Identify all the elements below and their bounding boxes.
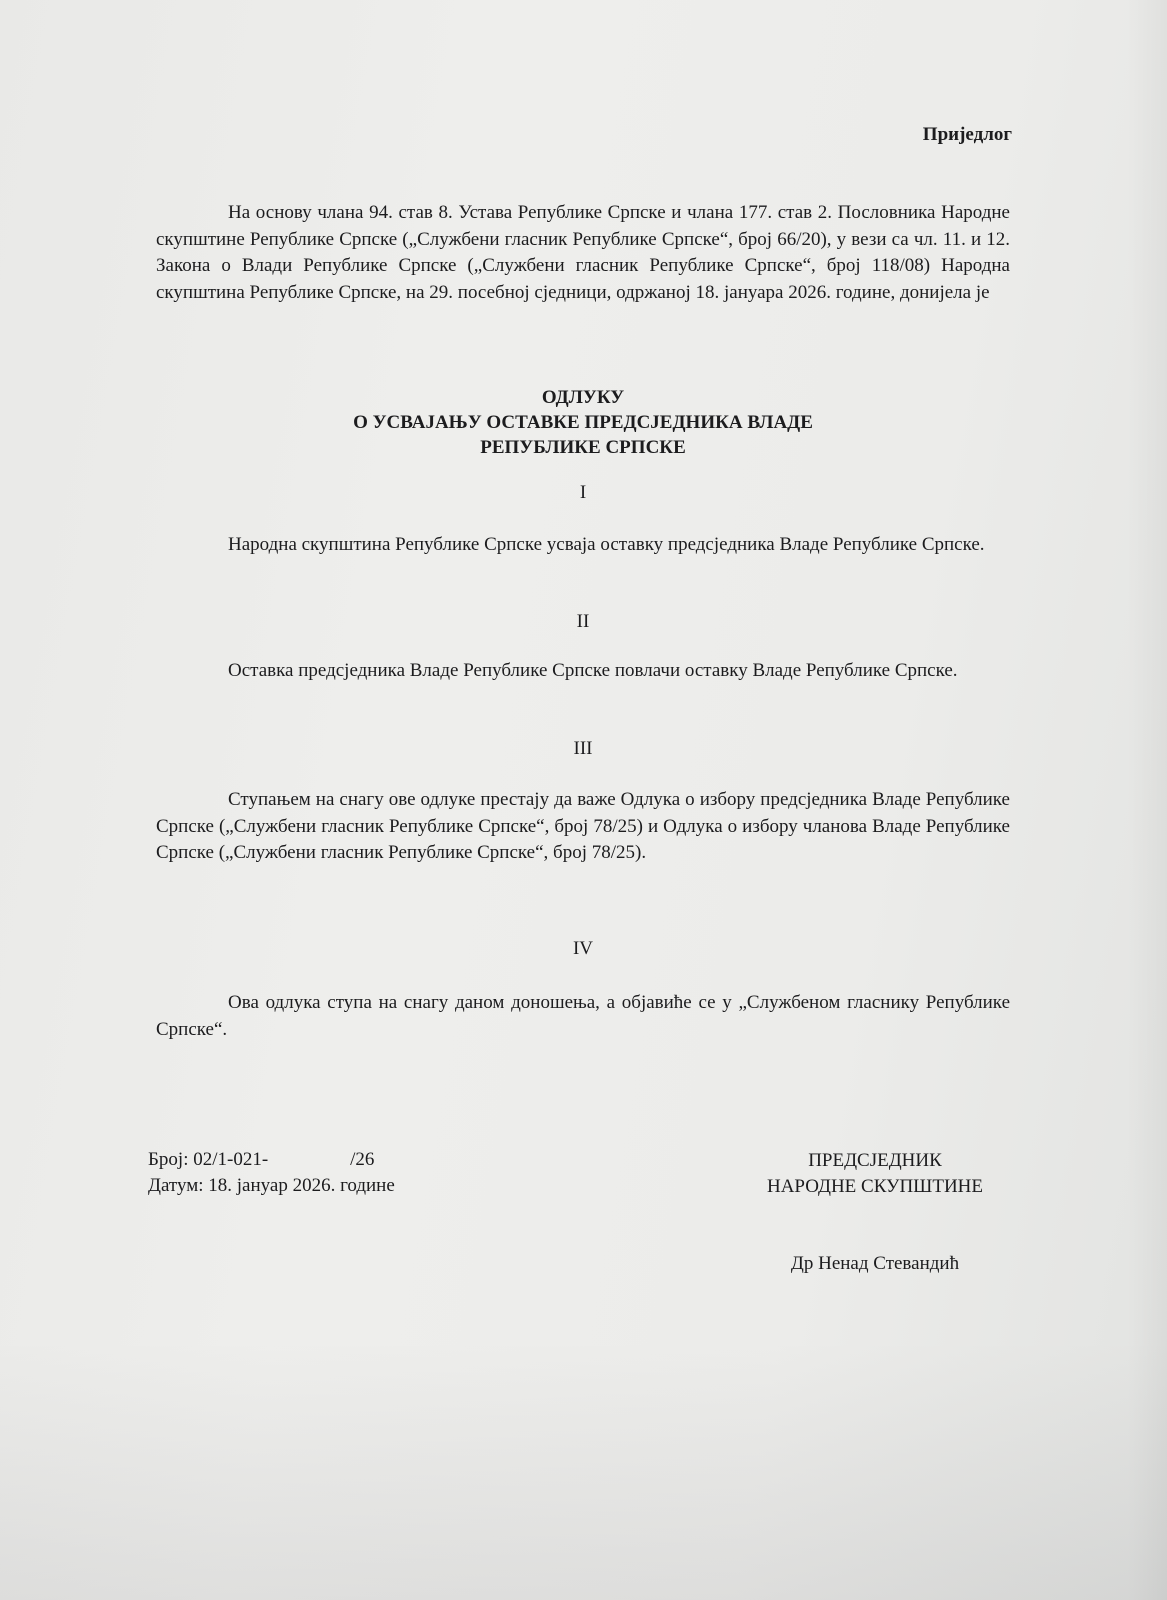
title-line-1: ОДЛУКУ [541, 387, 625, 408]
page-shadow-bottom [0, 1340, 1167, 1600]
decision-title [156, 385, 1010, 460]
title-line-2: О УСВАЈАЊУ ОСТАВКЕ ПРЕДСЈЕДНИКА ВЛАДЕ [353, 412, 813, 433]
article-number-1: I [579, 482, 587, 503]
document-label: Приједлог [922, 124, 1012, 145]
article-number-2: II [576, 611, 590, 632]
reference-number [148, 1147, 395, 1173]
signatory-name: Др Ненад Стевандић [790, 1253, 960, 1274]
document-reference [148, 1147, 395, 1199]
article-number-4: IV [572, 938, 594, 959]
article-number-3: III [573, 738, 593, 759]
reference-date: Датум: 18. јануар 2026. године [148, 1175, 395, 1196]
preamble-paragraph: На основу члана 94. став 8. Устава Републике Српске и члана 177. став 2. Пословника Народне скупштине Републике Српске („Службени гласник Републике Српске“, број 66/20), у вези са чл. 11. и 12. Закона о Влади Републике Српске („Службени гласник Републике Српске“, број 118/08) Народна скупштина Републике Српске, на 29. посебној сједници, одржаној 18. јануара 2026. године, донијела је [156, 202, 1010, 303]
reference-number-suffix: /26 [350, 1149, 375, 1170]
reference-number-prefix: Број: 02/1-021- [148, 1149, 269, 1170]
signatory-role-line-1: ПРЕДСЈЕДНИК [808, 1150, 942, 1171]
signatory-block [740, 1148, 1010, 1200]
signatory-role-line-2: НАРОДНЕ СКУПШТИНЕ [766, 1176, 983, 1197]
article-text-1: Народна скупштина Републике Српске усваја оставку предсједника Владе Републике Српске. [228, 534, 985, 555]
article-text-3: Ступањем на снагу ове одлуке престају да важе Одлука о избору предсједника Владе Републике Српске („Службени гласник Републике Српске“, број 78/25) и Одлука о избору чланова Владе Републике Српске („Службени гласник Републике Српске“, број 78/25). [156, 789, 1010, 863]
article-text-4: Ова одлука ступа на снагу даном доношења, а објавиће се у „Службеном гласнику Републике Српске“. [156, 992, 1010, 1040]
article-text-2: Оставка предсједника Владе Републике Српске повлачи оставку Владе Републике Српске. [228, 660, 958, 681]
title-line-3: РЕПУБЛИКЕ СРПСКЕ [480, 437, 686, 458]
